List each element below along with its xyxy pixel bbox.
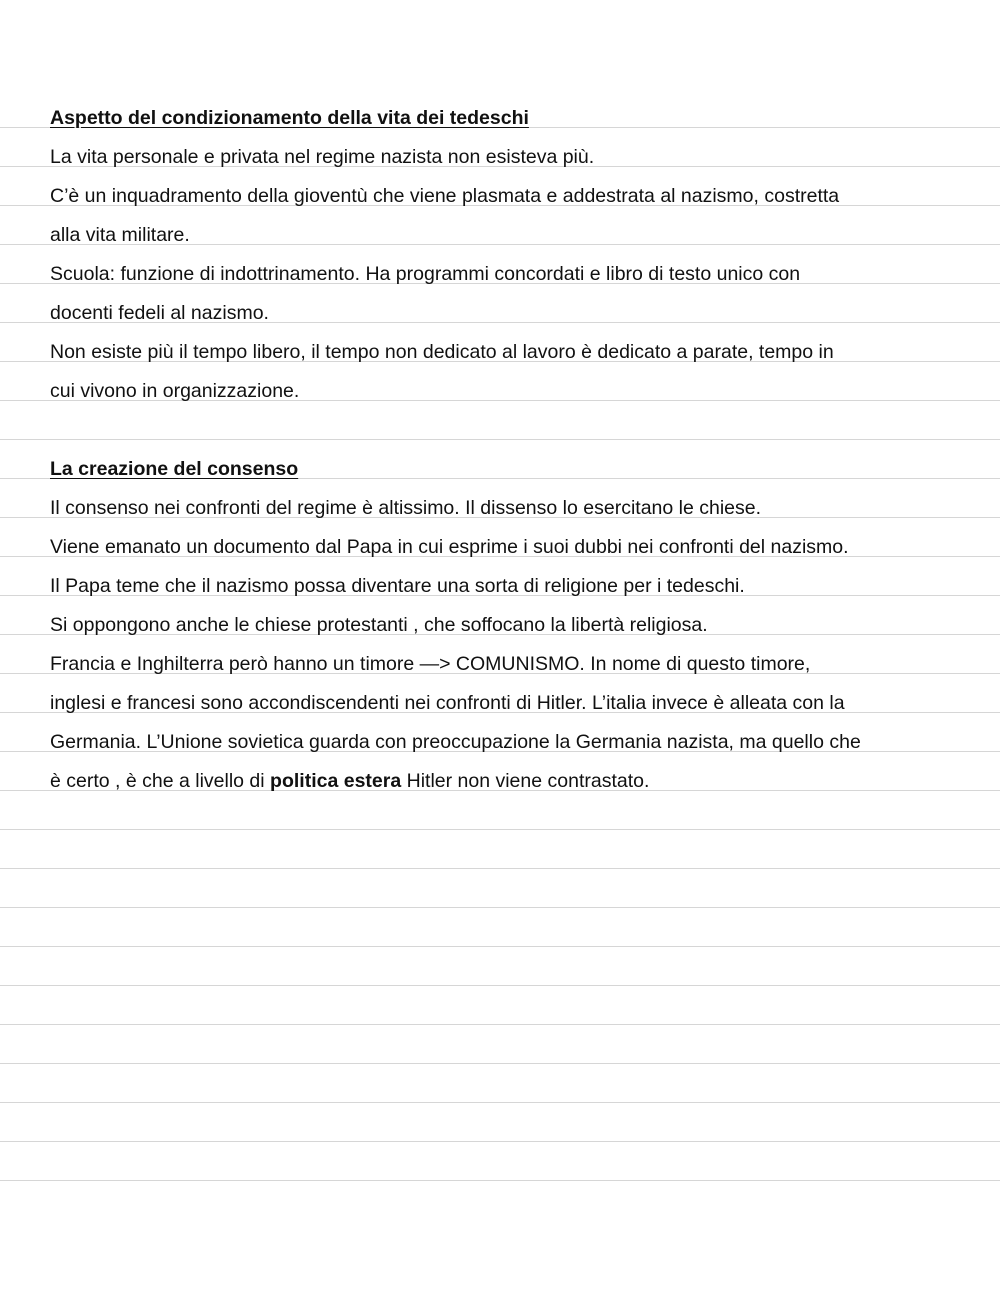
section-heading-conditioning: Aspetto del condizionamento della vita dei tedeschi — [50, 107, 529, 129]
text-line: Il consenso nei confronti del regime è altissimo. Il dissenso lo esercitano le chiese. — [50, 497, 762, 519]
text-line: La vita personale e privata nel regime nazista non esisteva più. — [50, 146, 595, 168]
text-line: Viene emanato un documento dal Papa in cui esprime i suoi dubbi nei confronti del nazismo. — [50, 536, 849, 558]
text-line: Francia e Inghilterra però hanno un timore —> COMUNISMO. In nome di questo timore, — [50, 653, 811, 675]
text-line: inglesi e francesi sono accondiscendenti nei confronti di Hitler. L’italia invece è alleata con la — [50, 692, 845, 714]
text-line: docenti fedeli al nazismo. — [50, 302, 269, 324]
text-line: Non esiste più il tempo libero, il tempo non dedicato al lavoro è dedicato a parate, tempo in — [50, 341, 834, 363]
text-line-last — [50, 762, 980, 801]
text-after-bold: Hitler non viene contrastato. — [401, 770, 650, 792]
text-line: Scuola: funzione di indottrinamento. Ha programmi concordati e libro di testo unico con — [50, 263, 801, 285]
text-line: alla vita militare. — [50, 224, 190, 246]
notes-content — [50, 99, 980, 801]
text-line: Si oppongono anche le chiese protestanti , che soffocano la libertà religiosa. — [50, 614, 708, 636]
page-top-margin — [0, 0, 1000, 89]
blank-line — [50, 411, 980, 450]
text-before-bold: è certo , è che a livello di — [50, 770, 271, 792]
section-heading-consensus: La creazione del consenso — [50, 458, 299, 480]
page-bottom-margin — [0, 1182, 1000, 1291]
text-line: cui vivono in organizzazione. — [50, 380, 300, 402]
bold-term-politica-estera: politica estera — [270, 770, 402, 792]
text-line: C’è un inquadramento della gioventù che viene plasmata e addestrata al nazismo, costretta — [50, 185, 840, 207]
text-line: Germania. L’Unione sovietica guarda con preoccupazione la Germania nazista, ma quello che — [50, 731, 861, 753]
text-line: Il Papa teme che il nazismo possa diventare una sorta di religione per i tedeschi. — [50, 575, 745, 597]
